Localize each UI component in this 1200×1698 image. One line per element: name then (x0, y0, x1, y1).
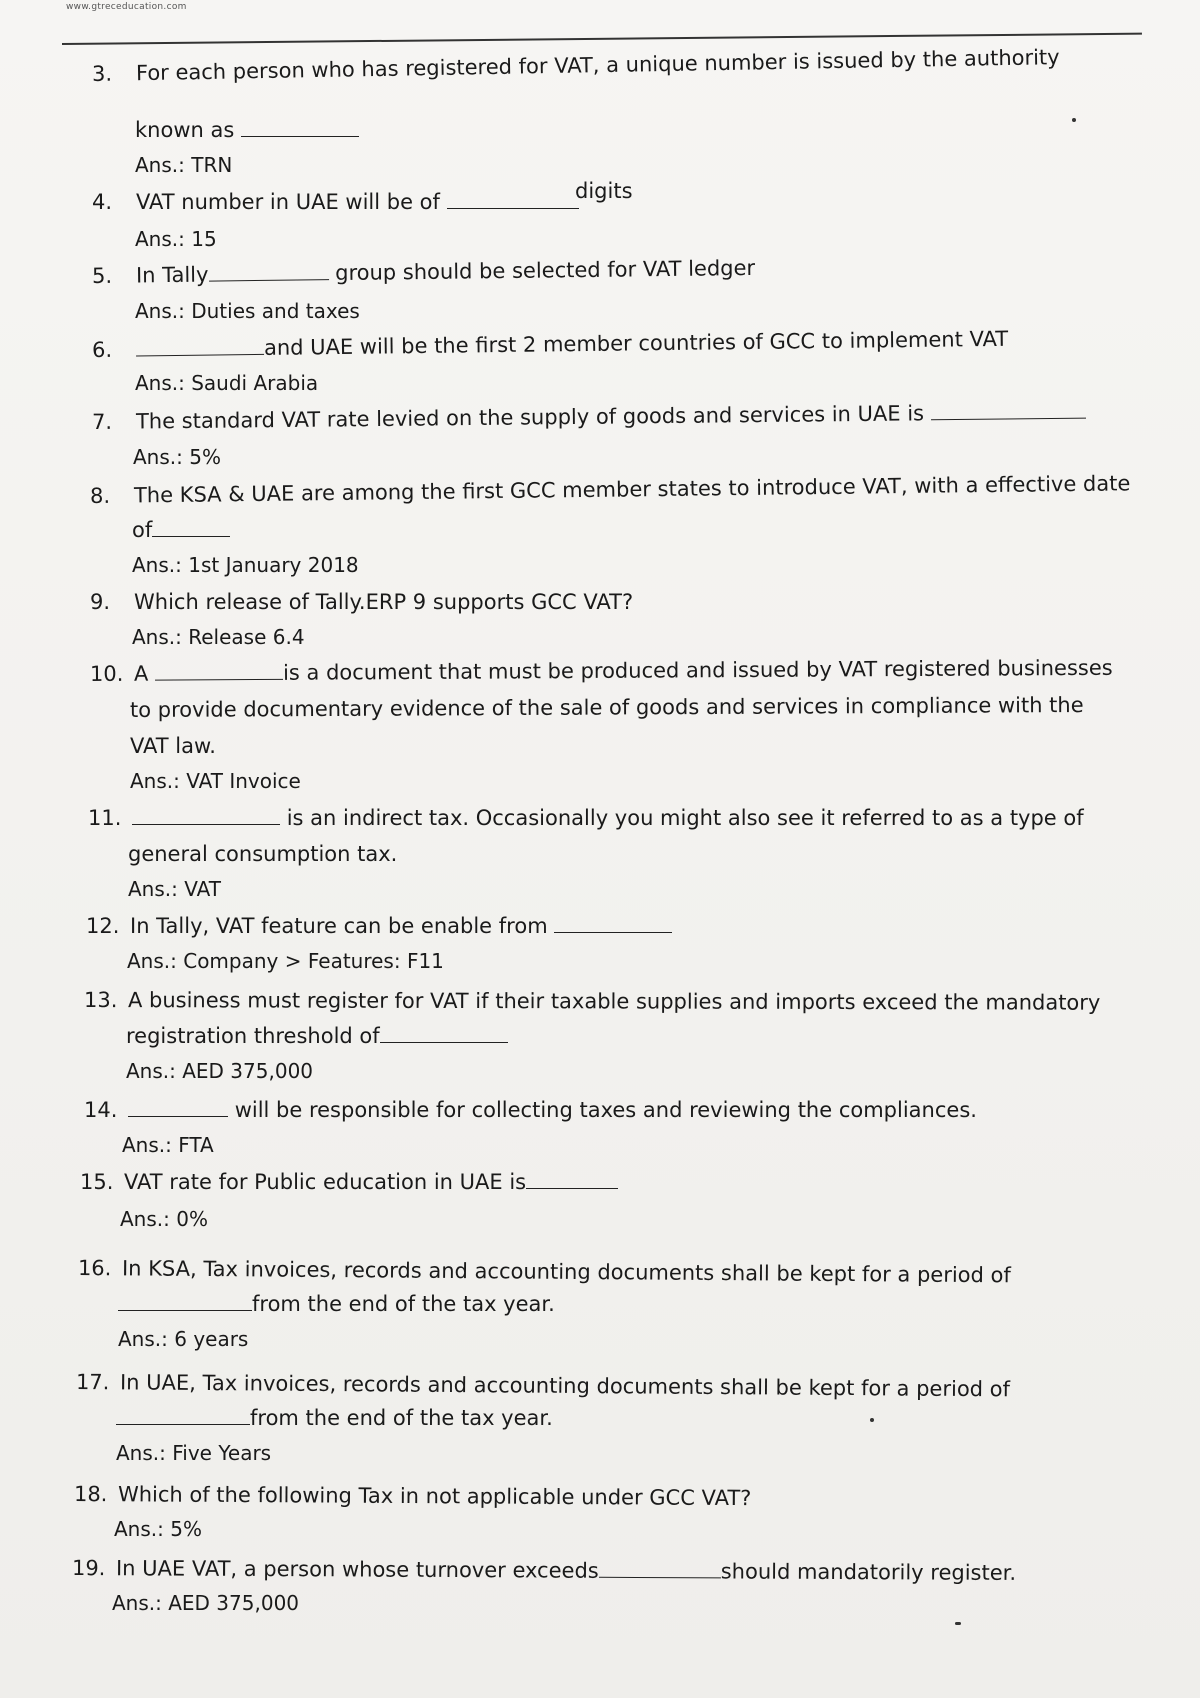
question-text: from the end of the tax year. (252, 1292, 555, 1316)
question-number: 14. (84, 1098, 118, 1122)
question-text: In Tally, VAT feature can be enable from (130, 914, 548, 938)
answer-blank (554, 912, 672, 933)
answer-blank (526, 1168, 618, 1189)
question-number: 13. (83, 988, 118, 1013)
question-5 (92, 250, 756, 294)
question-number: 16. (77, 1256, 112, 1281)
answer-blank (241, 116, 359, 137)
question-text: to provide documentary evidence of the sale of goods and services in compliance with the (129, 693, 1084, 722)
question-number: 15. (80, 1170, 114, 1194)
question-number: 9. (90, 590, 111, 614)
question-number: 11. (88, 806, 122, 830)
question-13 (84, 982, 1100, 1021)
answer-blank (447, 188, 579, 209)
question-text: A (133, 661, 149, 686)
answer-10: Ans.: VAT Invoice (130, 769, 301, 793)
question-8-line2 (132, 512, 230, 548)
question-10 (90, 650, 1113, 692)
question-19 (72, 1550, 1016, 1591)
question-text: For each person who has registered for VAT, a unique number is issued by the authority (135, 45, 1060, 86)
question-text: VAT number in UAE will be of (136, 190, 440, 214)
answer-blank (136, 334, 264, 357)
answer-blank (599, 1557, 721, 1579)
question-text: of (132, 518, 153, 542)
answer-blank (116, 1404, 250, 1425)
question-text: is a document that must be produced and issued by VAT registered businesses (282, 655, 1113, 685)
answer-8: Ans.: 1st January 2018 (132, 553, 359, 577)
question-number: 7. (91, 409, 113, 434)
question-10-line2 (130, 687, 1084, 728)
answer-blank (132, 804, 280, 825)
question-17-line2 (116, 1400, 553, 1436)
question-text: Which of the following Tax in not applicable under GCC VAT? (117, 1482, 752, 1511)
question-text: The standard VAT rate levied on the supply of goods and services in UAE is (135, 401, 925, 434)
answer-13: Ans.: AED 375,000 (126, 1059, 314, 1083)
question-text: and UAE will be the first 2 member countries of GCC to implement VAT (263, 326, 1009, 360)
question-text: VAT law. (130, 734, 216, 758)
question-text: In KSA, Tax invoices, records and accounting documents shall be kept for a period of (121, 1256, 1011, 1288)
answer-11: Ans.: VAT (128, 877, 221, 901)
question-3-line2 (135, 112, 359, 148)
question-text: VAT rate for Public education in UAE is (124, 1170, 527, 1194)
answer-7: Ans.: 5% (133, 445, 221, 469)
question-11-line2 (128, 836, 397, 872)
question-7 (92, 394, 1086, 440)
answer-4: Ans.: 15 (135, 227, 217, 251)
answer-blank (931, 398, 1086, 421)
stray-mark (1072, 118, 1076, 122)
stray-mark (955, 1622, 961, 1625)
question-text: will be responsible for collecting taxes and reviewing the compliances. (234, 1098, 977, 1122)
answer-15: Ans.: 0% (120, 1207, 208, 1231)
question-18 (74, 1476, 752, 1516)
answer-blank (118, 1290, 252, 1311)
question-text: known as (135, 118, 235, 142)
answer-17: Ans.: Five Years (116, 1441, 272, 1465)
question-number: 18. (73, 1482, 108, 1507)
question-6 (92, 321, 1009, 368)
answer-9: Ans.: Release 6.4 (132, 625, 305, 649)
question-11 (88, 800, 1084, 836)
question-14 (84, 1092, 977, 1128)
question-4-tail (575, 173, 633, 209)
question-text: In UAE, Tax invoices, records and accounting documents shall be kept for a period of (119, 1370, 1011, 1402)
question-text: Which release of Tally.ERP 9 supports GCC VAT? (134, 590, 634, 614)
question-text: group should be selected for VAT ledger (335, 255, 756, 286)
question-15 (80, 1164, 618, 1200)
question-number: 3. (91, 61, 113, 86)
answer-12: Ans.: Company > Features: F11 (127, 949, 444, 973)
question-number: 19. (71, 1556, 106, 1581)
header-url: www.gtreceducation.com (66, 2, 187, 12)
stray-mark (870, 1418, 874, 1422)
question-number: 10. (89, 661, 124, 686)
question-number: 17. (75, 1370, 110, 1395)
question-13-line2 (126, 1018, 508, 1054)
answer-blank (155, 659, 283, 681)
answer-5: Ans.: Duties and taxes (135, 299, 360, 323)
question-text: is an indirect tax. Occasionally you might also see it referred to as a type of (286, 806, 1084, 830)
question-text: general consumption tax. (128, 842, 398, 866)
question-12 (86, 908, 672, 944)
question-text: should mandatorily register. (720, 1559, 1017, 1585)
question-8 (90, 465, 1140, 514)
question-number: 6. (91, 337, 113, 362)
answer-18: Ans.: 5% (114, 1517, 202, 1541)
question-text: registration threshold of (126, 1024, 380, 1048)
question-number: 8. (89, 483, 111, 508)
question-16-line2 (118, 1286, 555, 1322)
question-text: from the end of the tax year. (250, 1406, 553, 1430)
answer-19: Ans.: AED 375,000 (112, 1591, 300, 1615)
answer-blank (152, 516, 230, 537)
question-text: The KSA & UAE are among the first GCC member states to introduce VAT, with a effective date (133, 471, 1131, 508)
answer-blank (128, 1096, 228, 1117)
question-text: A business must register for VAT if their taxable supplies and imports exceed the mandatory (127, 988, 1101, 1015)
answer-6: Ans.: Saudi Arabia (135, 371, 319, 395)
question-number: 5. (91, 263, 113, 288)
answer-14: Ans.: FTA (122, 1133, 214, 1157)
question-4 (92, 184, 579, 220)
answer-3: Ans.: TRN (135, 153, 233, 177)
question-number: 12. (86, 914, 120, 938)
answer-blank (380, 1022, 508, 1043)
question-9 (90, 584, 633, 620)
question-text: In UAE VAT, a person whose turnover exceeds (115, 1556, 599, 1583)
question-text: In Tally (135, 262, 209, 288)
question-10-line3 (130, 728, 216, 764)
answer-16: Ans.: 6 years (118, 1327, 249, 1351)
question-text: digits (575, 179, 633, 203)
question-number: 4. (92, 190, 113, 214)
answer-blank (208, 259, 328, 281)
question-3 (92, 38, 1142, 92)
